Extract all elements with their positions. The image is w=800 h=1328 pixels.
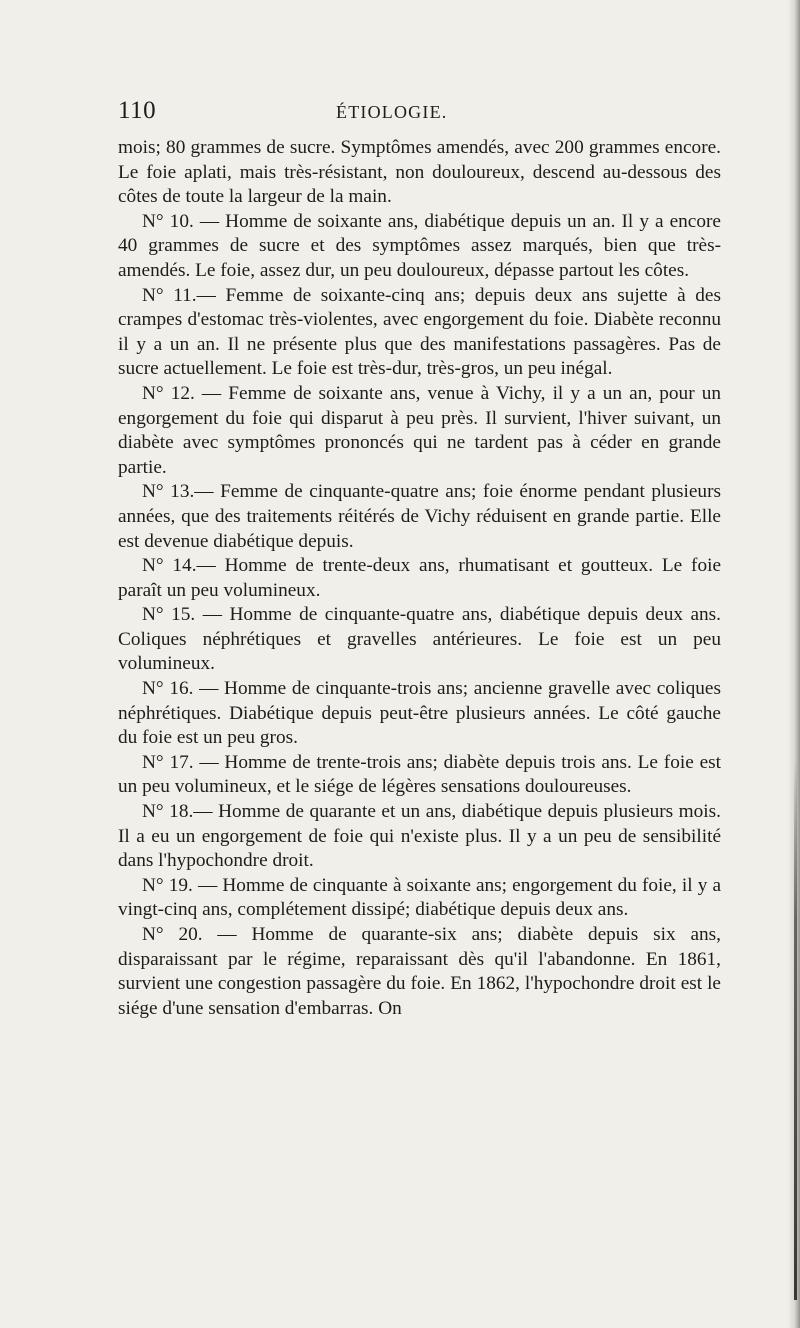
paragraph-continuation: mois; 80 grammes de sucre. Symptômes amendés, avec 200 grammes encore. Le foie aplati, mais très-résistant, non douloureux, descend au-dessous des côtes de toute la largeur de la main. xyxy=(118,137,721,208)
case-17-paragraph: N° 17. — Homme de trente-trois ans; diabète depuis trois ans. Le foie est un peu volumineux, et le siége de légères sensations douloureuses. xyxy=(118,751,721,798)
page-edge-line xyxy=(794,760,797,1300)
running-head xyxy=(118,96,718,126)
case-13-paragraph: N° 13.— Femme de cinquante-quatre ans; foie énorme pendant plusieurs années, que des traitements réitérés de Vichy réduisent en grande partie. Elle est devenue diabétique depuis. xyxy=(118,481,721,552)
case-15-paragraph: N° 15. — Homme de cinquante-quatre ans, diabétique depuis deux ans. Coliques néphrétiques et gravelles antérieures. Le foie est un peu volumineux. xyxy=(118,604,721,675)
case-12-paragraph: N° 12. — Femme de soixante ans, venue à Vichy, il y a un an, pour un engorgement du foie qui disparut à peu près. Il survient, l'hiver suivant, un diabète avec symptômes prononcés qui ne tardent pas à céder en grande partie. xyxy=(118,382,721,478)
page-number: 110 xyxy=(118,97,157,124)
case-18-paragraph: N° 18.— Homme de quarante et un ans, diabétique depuis plusieurs mois. Il a eu un engorgement de foie qui n'existe plus. Il y a un peu de sensibilité dans l'hypochondre droit. xyxy=(118,801,721,872)
case-11-paragraph: N° 11.— Femme de soixante-cinq ans; depuis deux ans sujette à des crampes d'estomac très-violentes, avec engorgement du foie. Diabète reconnu il y a un an. Il ne présente plus que des manifestations passagères. Pas de sucre actuellement. Le foie est très-dur, très-gros, un peu inégal. xyxy=(118,284,721,380)
case-16-paragraph: N° 16. — Homme de cinquante-trois ans; ancienne gravelle avec coliques néphrétiques. Diabétique depuis peut-être plusieurs années. Le côté gauche du foie est un peu gros. xyxy=(118,678,721,749)
case-19-paragraph: N° 19. — Homme de cinquante à soixante ans; engorgement du foie, il y a vingt-cinq ans, complétement dissipé; diabétique depuis deux ans. xyxy=(118,874,721,921)
case-14-paragraph: N° 14.— Homme de trente-deux ans, rhumatisant et goutteux. Le foie paraît un peu volumineux. xyxy=(118,555,721,601)
body-text xyxy=(118,136,721,1021)
running-title: ÉTIOLOGIE. xyxy=(336,102,448,122)
case-20-paragraph: N° 20. — Homme de quarante-six ans; diabète depuis six ans, disparaissant par le régime, reparaissant dès qu'il l'abandonne. En 1861, survient une congestion passagère du foie. En 1862, l'hypochondre droit est le siége d'une sensation d'embarras. On xyxy=(118,924,721,1019)
case-10-paragraph: N° 10. — Homme de soixante ans, diabétique depuis un an. Il y a encore 40 grammes de sucre et des symptômes assez marqués, bien que très-amendés. Le foie, assez dur, un peu douloureux, dépasse partout les côtes. xyxy=(118,210,721,281)
